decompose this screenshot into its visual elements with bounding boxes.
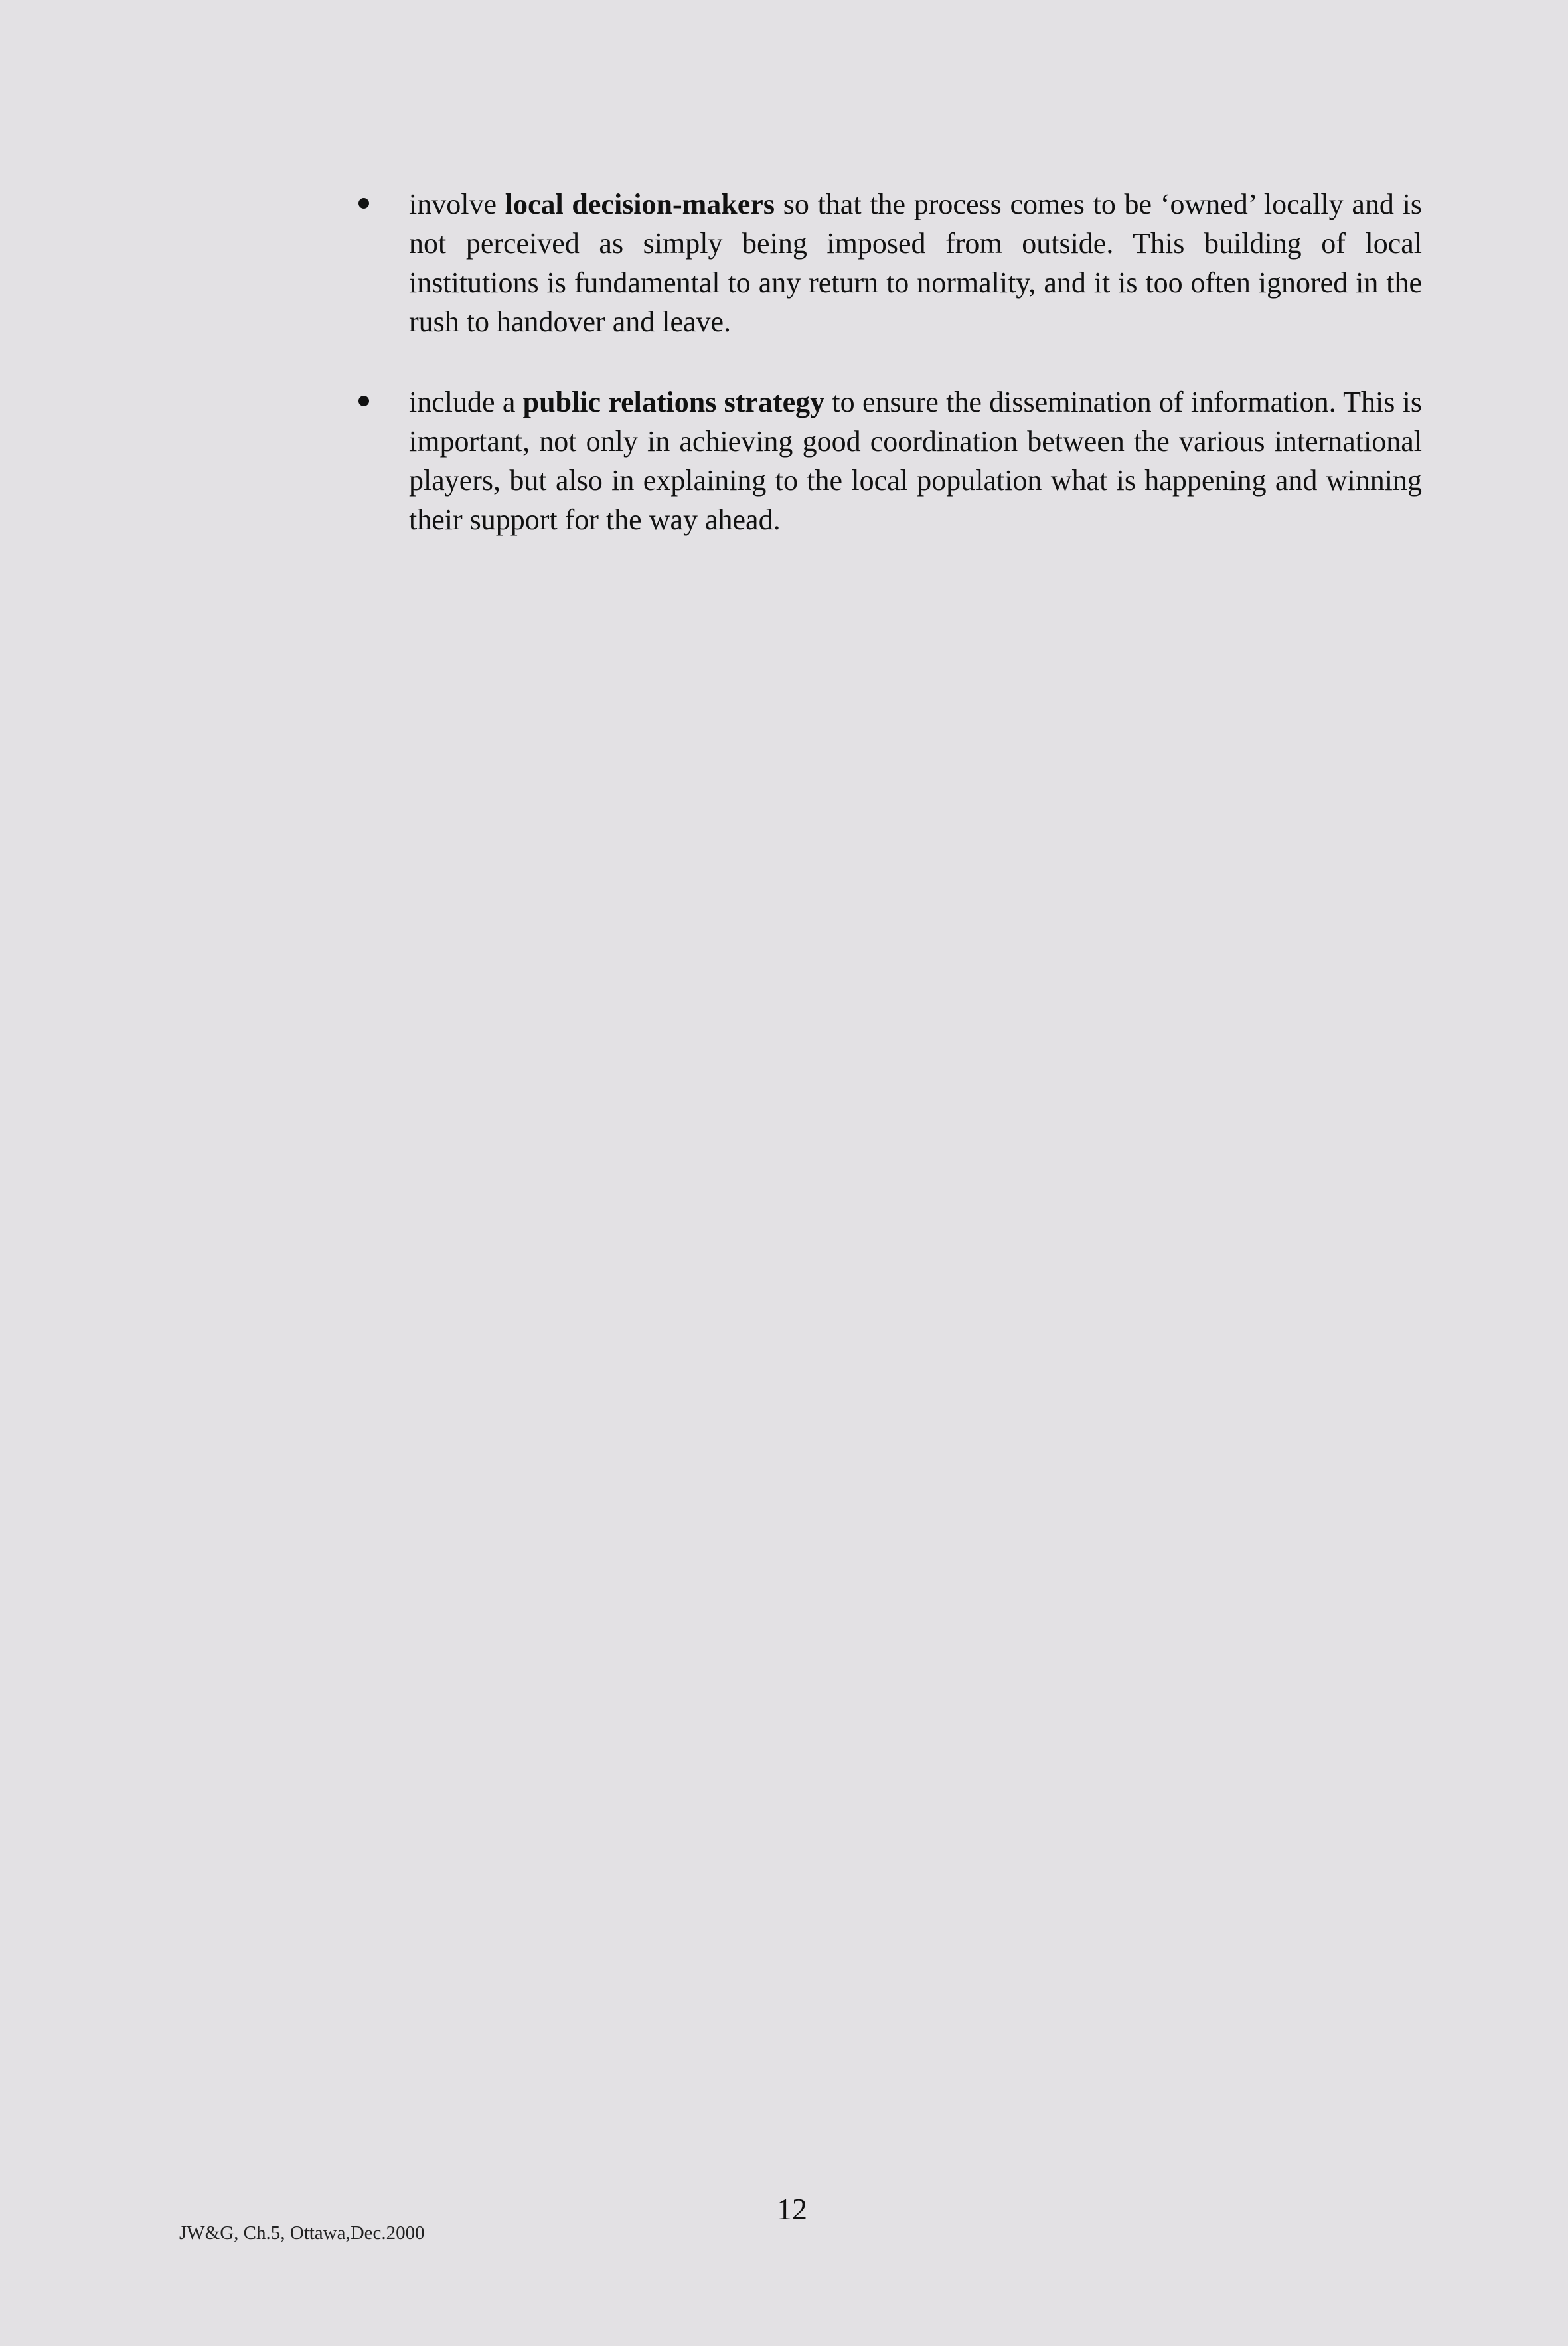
- footer-reference: JW&G, Ch.5, Ottawa,Dec.2000: [179, 2222, 425, 2244]
- bullet-text-bold: public relations strategy: [522, 386, 825, 418]
- bullet-item-local-decision-makers: [358, 185, 1422, 341]
- bullet-item-public-relations-strategy: [358, 382, 1422, 539]
- page-number: 12: [777, 2192, 807, 2226]
- bullet-list: [358, 185, 1422, 580]
- bullet-text-post: to ensure the dissemination of information. This is important, not only in achieving good coordination between the various international players, but also in explaining to the local population what is happening and winning their support for the way ahead.: [409, 386, 1422, 536]
- bullet-text-pre: involve: [409, 188, 505, 220]
- bullet-text-pre: include a: [409, 386, 523, 418]
- bullet-icon: [358, 198, 369, 209]
- bullet-text-post: so that the process comes to be ‘owned’ locally and is not perceived as simply being imposed from outside. This building of local institutions is fundamental to any return to normality, and it is too often ignored in the rush to handover and leave.: [409, 188, 1422, 338]
- bullet-text-bold: local decision-makers: [505, 188, 775, 220]
- bullet-icon: [358, 396, 369, 406]
